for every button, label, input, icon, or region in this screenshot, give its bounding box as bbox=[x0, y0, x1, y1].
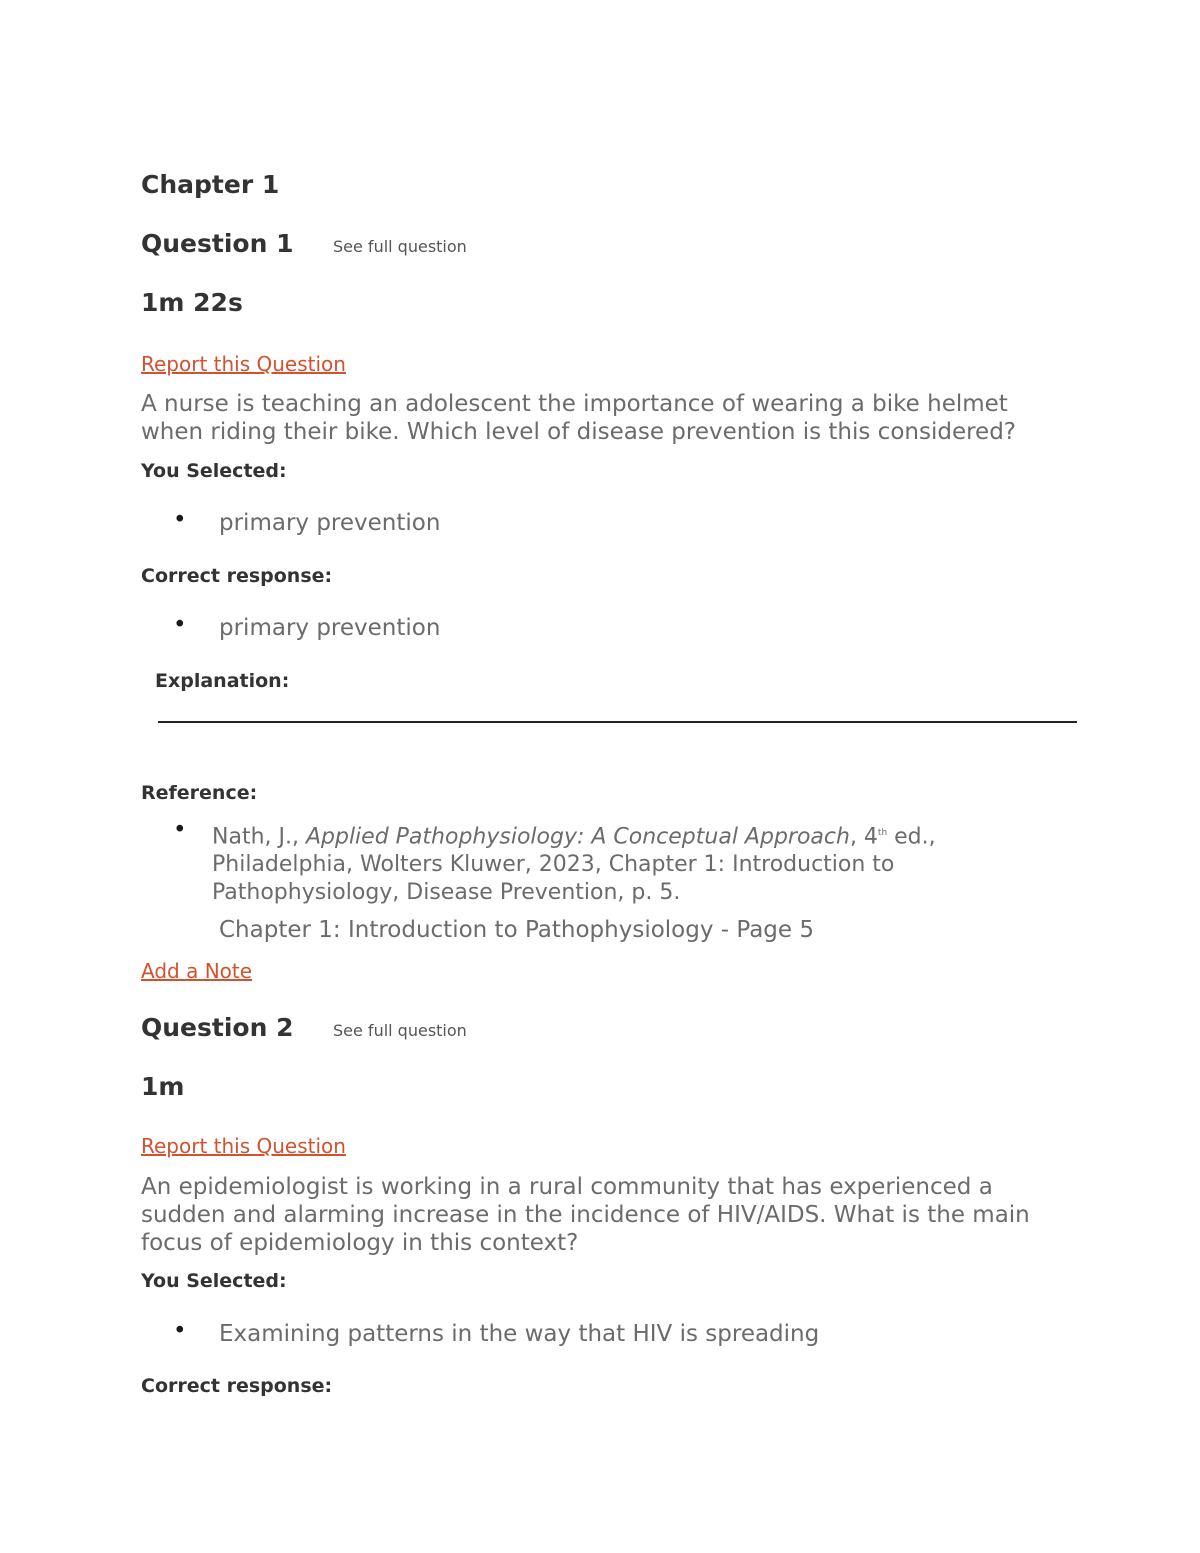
reference-book-title: Applied Pathophysiology: A Conceptual Approach bbox=[305, 824, 850, 850]
question-1-report-link[interactable]: Report this Question bbox=[141, 352, 346, 376]
question-1-see-full-link[interactable]: See full question bbox=[333, 237, 467, 256]
question-2-see-full-link[interactable]: See full question bbox=[333, 1021, 467, 1040]
question-2-report-link[interactable]: Report this Question bbox=[141, 1134, 346, 1158]
question-2-selected-answer: Examining patterns in the way that HIV is spreading bbox=[219, 1321, 820, 1347]
question-1-selected-answer: primary prevention bbox=[219, 510, 441, 536]
add-note-link[interactable]: Add a Note bbox=[141, 959, 253, 983]
reference-details: ed., Philadelphia, Wolters Kluwer, 2023, Chapter 1: Introduction to Pathophysiology, Disease Prevention, p. 5. bbox=[212, 824, 936, 906]
bullet-icon: • bbox=[173, 507, 187, 533]
reference-edition: , 4 bbox=[849, 824, 878, 850]
question-1-page-reference: Chapter 1: Introduction to Pathophysiology - Page 5 bbox=[219, 917, 815, 943]
reference-edition-sup: th bbox=[877, 828, 888, 838]
reference-author: Nath, J., bbox=[212, 824, 299, 850]
bullet-icon: • bbox=[173, 612, 187, 638]
question-1-time: 1m 22s bbox=[141, 288, 243, 317]
question-2-time: 1m bbox=[141, 1072, 185, 1101]
bullet-icon: • bbox=[173, 1318, 187, 1344]
explanation-divider bbox=[158, 721, 1077, 723]
question-2-you-selected-label: You Selected: bbox=[141, 1270, 287, 1292]
question-2-correct-label: Correct response: bbox=[141, 1375, 333, 1397]
question-1-correct-answer: primary prevention bbox=[219, 615, 441, 641]
bullet-icon: • bbox=[173, 817, 187, 843]
question-1-reference-label: Reference: bbox=[141, 782, 258, 804]
question-1-reference-citation bbox=[212, 819, 1042, 907]
question-2-text: An epidemiologist is working in a rural community that has experienced a sudden and alarming increase in the incidence of HIV/AIDS. What is the main focus of epidemiology in this context? bbox=[141, 1174, 1030, 1256]
chapter-title: Chapter 1 bbox=[141, 170, 280, 199]
question-2-title: Question 2 bbox=[141, 1013, 294, 1042]
question-1-title: Question 1 bbox=[141, 229, 294, 258]
question-1-explanation-label: Explanation: bbox=[155, 670, 290, 692]
question-1-text: A nurse is teaching an adolescent the importance of wearing a bike helmet when riding their bike. Which level of disease prevention is this considered? bbox=[141, 391, 1016, 445]
question-1-you-selected-label: You Selected: bbox=[141, 460, 287, 482]
question-1-correct-label: Correct response: bbox=[141, 565, 333, 587]
